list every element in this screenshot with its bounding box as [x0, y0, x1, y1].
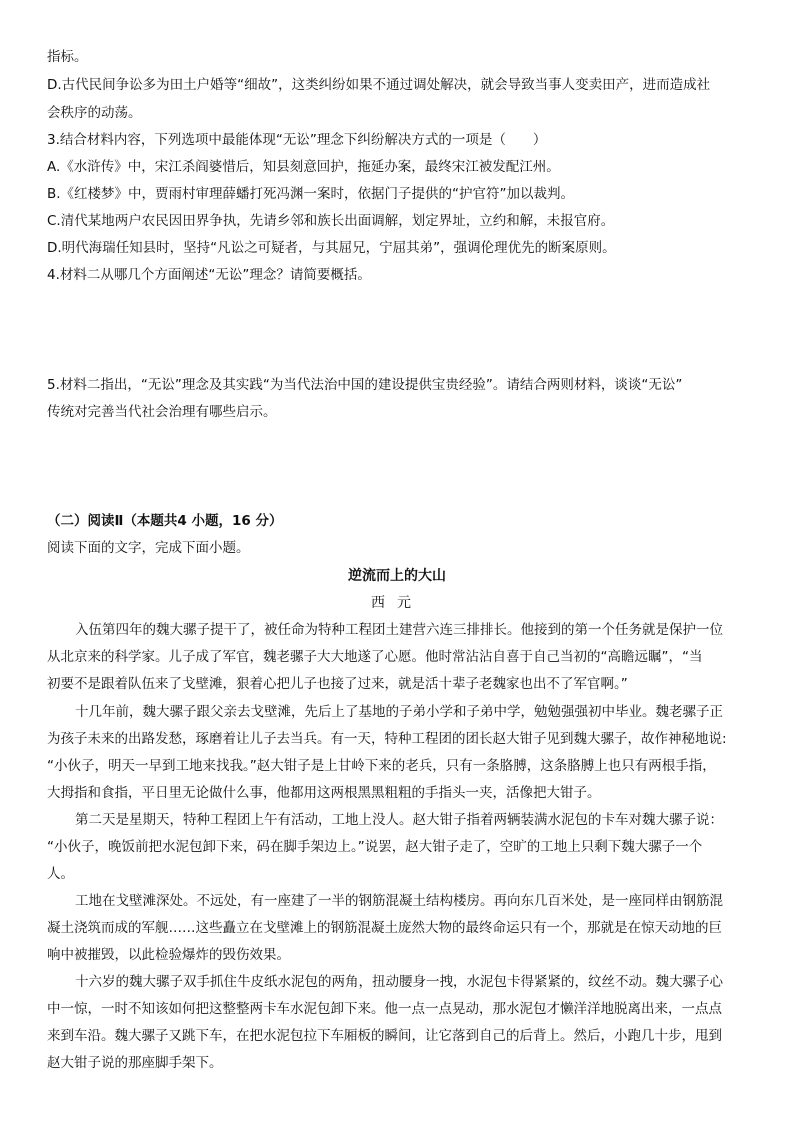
- paragraph-line: 从北京来的科学家。儿子成了军官，魏老骡子大大地遂了心愿。他时常沾沾自喜于自己当初的“高瞻远瞩”，“当: [47, 649, 703, 665]
- text-line: 会秩序的动荡。: [47, 105, 142, 121]
- paragraph-line: 赵大钳子说的那座脚手架下。: [47, 1055, 223, 1071]
- option-a: A.《水浒传》中，宋江杀阎婆惜后，知县刻意回护，拖延办案，最终宋江被发配江州。: [47, 159, 560, 175]
- paragraph-line: 响中被摧毁，以此检验爆炸的毁伤效果。: [47, 947, 290, 963]
- paragraph-line: 人。: [47, 866, 74, 882]
- question-3: 3.结合材料内容，下列选项中最能体现“无讼”理念下纠纷解决方式的一项是（ ）: [47, 132, 547, 148]
- instruction: 阅读下面的文字，完成下面小题。: [47, 540, 250, 556]
- paragraph-line: 工地在戈壁滩深处。不远处，有一座建了一半的钢筋混凝土结构楼房。再向东几百米处，是一座同样由钢筋混: [75, 893, 723, 909]
- paragraph-line: 入伍第四年的魏大骡子提干了，被任命为特种工程团土建营六连三排排长。他接到的第一个任务就是保护一位: [75, 622, 723, 638]
- option-b: B.《红楼梦》中，贾雨村审理薛蟠打死冯渊一案时，依据门子提供的“护官符”加以裁判。: [47, 186, 575, 202]
- paragraph-line: 凝土浇筑而成的军舰……这些矗立在戈壁滩上的钢筋混凝土庞然大物的最终命运只有一个，那就是在惊天动地的巨: [47, 920, 722, 936]
- option-d-line: D.古代民间争讼多为田土户婚等“细故”，这类纠纷如果不通过调处解决，就会导致当事人变卖田产，进而造成社: [47, 77, 711, 93]
- option-c: C.清代某地两户农民因田界争执，先请乡邻和族长出面调解，划定界址，立约和解，未报官府。: [47, 213, 615, 229]
- paragraph-line: 为孩子未来的出路发愁，琢磨着让儿子去当兵。有一天，特种工程团的团长赵大钳子见到魏大骡子，故作神秘地说:: [47, 731, 727, 747]
- paragraph-line: “小伙子，明天一早到工地来找我。”赵大钳子是上甘岭下来的老兵，只有一条胳膊，这条胳膊上也只有两根手指，: [47, 758, 716, 774]
- article-title: 逆流而上的大山: [348, 568, 446, 584]
- article-author: 西元: [371, 595, 423, 611]
- paragraph-line: 大拇指和食指，平日里无论做什么事，他都用这两根黑黑粗粗的手指头一夹，活像把大钳子。: [47, 785, 601, 801]
- paragraph-line: 十几年前，魏大骡子跟父亲去戈壁滩，先后上了基地的子弟小学和子弟中学，勉勉强强初中毕业。魏老骡子正: [75, 704, 723, 720]
- paragraph-line: 十六岁的魏大骡子双手抓住牛皮纸水泥包的两角，扭动腰身一拽，水泥包卡得紧紧的，纹丝不动。魏大骡子心: [75, 974, 723, 990]
- paragraph-line: 中一惊，一时不知该如何把这整整两卡车水泥包卸下来。他一点一点晃动，那水泥包才懒洋洋地脱离出来，一点点: [47, 1001, 722, 1017]
- question-4: 4.材料二从哪几个方面阐述“无讼”理念？请简要概括。: [47, 267, 371, 283]
- text-line: 指标。: [47, 49, 88, 65]
- question-5-cont: 传统对完善当代社会治理有哪些启示。: [47, 404, 277, 420]
- option-d: D.明代海瑞任知县时，坚持“凡讼之可疑者，与其屈兄，宁屈其弟”，强调伦理优先的断案原则。: [47, 240, 616, 256]
- paragraph-line: “小伙子，晚饭前把水泥包卸下来，码在脚手架边上。”说罢，赵大钳子走了，空旷的工地上只剩下魏大骡子一个: [47, 839, 703, 855]
- paragraph-line: 来到车沿。魏大骡子又跳下车，在把水泥包拉下车厢板的瞬间，让它落到自己的后背上。然后，小跑几十步，甩到: [47, 1028, 722, 1044]
- paragraph-line: 第二天是星期天，特种工程团上午有活动，工地上没人。赵大钳子指着两辆装满水泥包的卡车对魏大骡子说：: [75, 812, 723, 828]
- section-heading: （二）阅读Ⅱ（本题共4 小题，16 分）: [47, 513, 283, 529]
- paragraph-line: 初要不是跟着队伍来了戈壁滩，狠着心把儿子也接了过来，就是活十辈子老魏家也出不了军官啊。”: [47, 676, 628, 692]
- question-5: 5.材料二指出，“无讼”理念及其实践“为当代法治中国的建设提供宝贵经验”。请结合两则材料，谈谈“无讼”: [47, 377, 683, 393]
